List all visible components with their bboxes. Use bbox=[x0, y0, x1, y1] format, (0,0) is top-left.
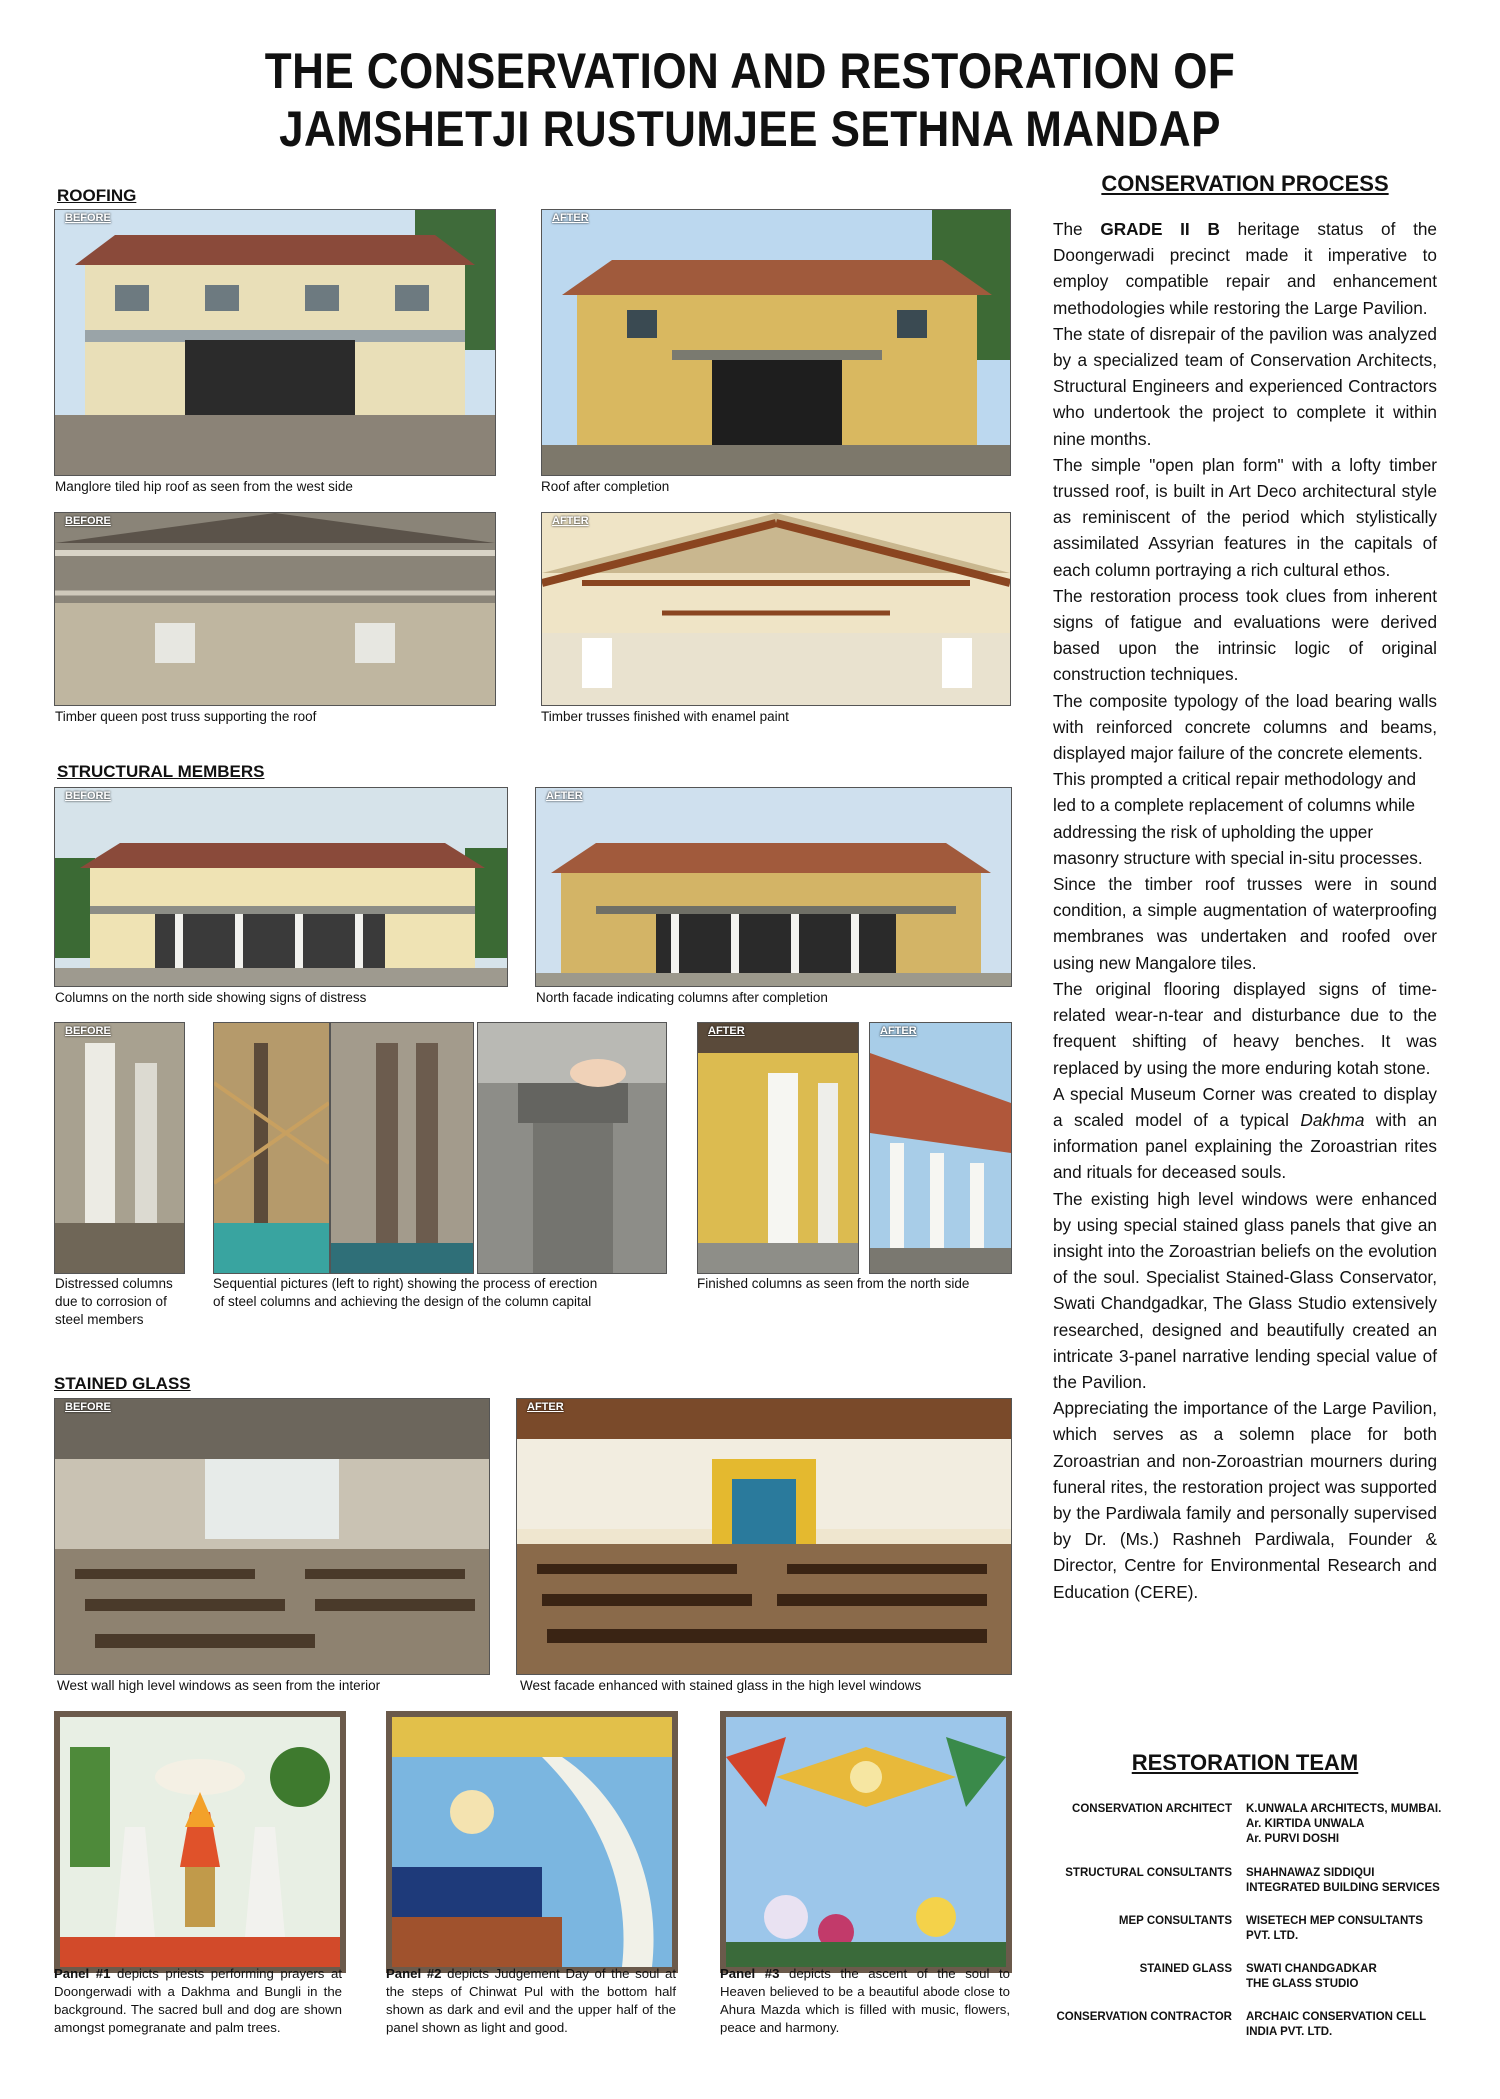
conservation-paragraph: The GRADE II B heritage status of the Doongerwadi precinct made it imperative to employ compatible repair and enhancement methodologies while restoring the Large Pavilion. bbox=[1053, 219, 1437, 318]
before-tag: BEFORE bbox=[65, 212, 111, 224]
after-tag: AFTER bbox=[880, 1025, 917, 1037]
caption-panel-2: Panel #2 depicts Judgement Day of the soul at the steps of Chinwat Pul with the bottom half shown as dark and evil and the upper half of the panel shown as light and good. bbox=[386, 1966, 676, 2035]
section-heading-stained-glass: STAINED GLASS bbox=[54, 1374, 191, 1393]
photo-north-before bbox=[54, 787, 508, 987]
interior-illustration bbox=[517, 1399, 1011, 1674]
caption-truss-before: Timber queen post truss supporting the roof bbox=[55, 709, 317, 724]
column-illustration bbox=[870, 1023, 1011, 1273]
conservation-paragraph: The original flooring displayed signs of time-related wear-n-tear and disturbance due to the frequent shifting of heavy benches. It was replaced by using the more enduring kotah stone. bbox=[1053, 978, 1437, 1078]
building-illustration bbox=[55, 788, 507, 986]
truss-illustration bbox=[55, 513, 495, 705]
caption-sequential: Sequential pictures (left to right) showing the process of erection of steel columns and achieving the design of the column capital bbox=[213, 1276, 598, 1309]
conservation-paragraph: The restoration process took clues from inherent signs of fatigue and evaluations were derived based upon the intrinsic logic of original construction techniques. bbox=[1053, 585, 1437, 685]
before-tag: BEFORE bbox=[65, 790, 111, 802]
panel-3-illustration bbox=[726, 1717, 1006, 1967]
photo-erection-step-3 bbox=[477, 1022, 667, 1274]
building-illustration bbox=[55, 210, 495, 475]
photo-west-after bbox=[516, 1398, 1012, 1675]
caption-north-before: Columns on the north side showing signs of distress bbox=[55, 990, 367, 1005]
caption-west-after: West facade enhanced with stained glass in the high level windows bbox=[520, 1678, 922, 1693]
scaffold-illustration bbox=[214, 1023, 329, 1273]
stained-glass-panel-1 bbox=[54, 1711, 346, 1973]
after-tag: AFTER bbox=[527, 1401, 564, 1413]
photo-finished-columns-2 bbox=[869, 1022, 1012, 1274]
conservation-paragraph: The composite typology of the load bearing walls with reinforced concrete columns and beams, displayed major failure of the concrete elements. bbox=[1053, 690, 1437, 764]
caption-roof-after: Roof after completion bbox=[541, 479, 670, 494]
building-illustration bbox=[542, 210, 1010, 475]
truss-illustration bbox=[542, 513, 1010, 705]
column-illustration bbox=[698, 1023, 858, 1273]
caption-panel-1: Panel #1 depicts priests performing prayers at Doongerwadi with a Dakhma and Bungli in the background. The sacred bull and dog are shown amongst pomegranate and palm trees. bbox=[54, 1966, 342, 2035]
before-tag: BEFORE bbox=[65, 1401, 111, 1413]
caption-north-after: North facade indicating columns after completion bbox=[536, 990, 828, 1005]
conservation-paragraph: Since the timber roof trusses were in sound condition, a simple augmentation of waterproofing membranes was undertaken and roofed over using new Mangalore tiles. bbox=[1053, 874, 1437, 973]
conservation-paragraph: A special Museum Corner was created to display a scaled model of a typical Dakhma with an information panel explaining the Zoroastrian rites and rituals for deceased souls. bbox=[1053, 1083, 1437, 1183]
conservation-text bbox=[1053, 216, 1437, 1605]
conservation-paragraph: The state of disrepair of the pavilion was analyzed by a specialized team of Conservation Architects, Structural Engineers and experienced Contractors who undertook the project to complete it within nine months. bbox=[1053, 323, 1437, 449]
photo-erection-step-2 bbox=[330, 1022, 474, 1274]
building-illustration bbox=[536, 788, 1011, 986]
caption-panel-3: Panel #3 depicts the ascent of the soul to Heaven believed to be a beautiful abode close to Ahura Mazda which is filled with music, flowers, peace and harmony. bbox=[720, 1966, 1010, 2035]
stained-glass-panel-2 bbox=[386, 1711, 678, 1973]
photo-north-after bbox=[535, 787, 1012, 987]
panel-2-illustration bbox=[392, 1717, 672, 1967]
panel-1-illustration bbox=[60, 1717, 340, 1967]
conservation-paragraph: The simple "open plan form" with a lofty timber trussed roof, is built in Art Deco architectural style as reminiscent of the period which stylistically assimilated Assyrian features in the capitals of each column portraying a rich cultural ethos. bbox=[1053, 454, 1437, 580]
conservation-heading: CONSERVATION PROCESS bbox=[1101, 171, 1389, 196]
after-tag: AFTER bbox=[708, 1025, 745, 1037]
caption-roof-before: Manglore tiled hip roof as seen from the west side bbox=[55, 479, 353, 494]
photo-erection-step-1 bbox=[213, 1022, 330, 1274]
before-tag: BEFORE bbox=[65, 515, 111, 527]
section-heading-structural: STRUCTURAL MEMBERS bbox=[57, 762, 265, 781]
column-illustration bbox=[331, 1023, 473, 1273]
photo-roof-after bbox=[541, 209, 1011, 476]
caption-truss-after: Timber trusses finished with enamel paint bbox=[541, 709, 789, 724]
after-tag: AFTER bbox=[552, 515, 589, 527]
conservation-paragraph: The existing high level windows were enhanced by using special stained glass panels that give an insight into the Zoroastrian beliefs on the evolution of the soul. Specialist Stained-Glass Conservator, Swati Chandgadkar, The Glass Studio extensively researched, designed and beautifully created an intricate 3-panel narrative lending special value of the Pavilion. bbox=[1053, 1188, 1437, 1392]
photo-roof-before bbox=[54, 209, 496, 476]
conservation-paragraph: This prompted a critical repair methodology and led to a complete replacement of columns while addressing the risk of upholding the upper masonry structure with special in-situ processes. bbox=[1053, 769, 1423, 868]
page-title: THE CONSERVATION AND RESTORATION OF JAMSHETJI RUSTUMJEE SETHNA MANDAP bbox=[264, 43, 1236, 157]
photo-west-before bbox=[54, 1398, 490, 1675]
photo-distressed-column bbox=[54, 1022, 185, 1274]
photo-finished-columns-1 bbox=[697, 1022, 859, 1274]
photo-truss-before bbox=[54, 512, 496, 706]
after-tag: AFTER bbox=[552, 212, 589, 224]
caption-distressed: Distressed columns due to corrosion of steel members bbox=[55, 1276, 173, 1327]
column-illustration bbox=[55, 1023, 184, 1273]
interior-illustration bbox=[55, 1399, 489, 1674]
photo-truss-after bbox=[541, 512, 1011, 706]
after-tag: AFTER bbox=[546, 790, 583, 802]
section-heading-roofing: ROOFING bbox=[57, 186, 137, 205]
conservation-paragraph: Appreciating the importance of the Large Pavilion, which serves as a solemn place for both Zoroastrian and non-Zoroastrian mourners during funeral rites, the restoration project was supported by the Pardiwala family and personally supervised by Dr. (Ms.) Rashneh Pardiwala, Founder & Director, Centre for Environmental Research and Education (CERE). bbox=[1053, 1398, 1437, 1602]
before-tag: BEFORE bbox=[65, 1025, 111, 1037]
capital-illustration bbox=[478, 1023, 666, 1273]
caption-finished: Finished columns as seen from the north side bbox=[697, 1276, 970, 1291]
stained-glass-panel-3 bbox=[720, 1711, 1012, 1973]
caption-west-before: West wall high level windows as seen from the interior bbox=[57, 1678, 381, 1693]
restoration-team-heading: RESTORATION TEAM bbox=[1131, 1750, 1359, 1775]
